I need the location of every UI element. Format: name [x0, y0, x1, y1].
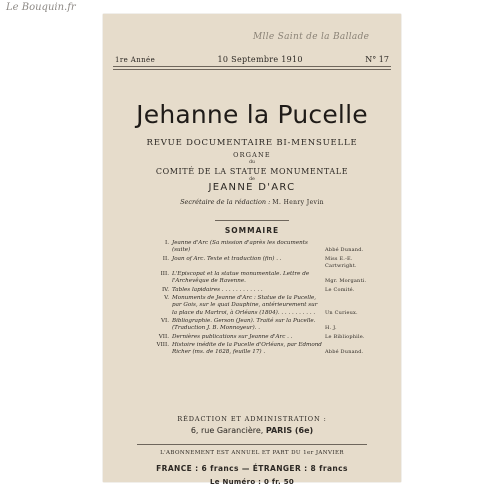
toc-number: VIII.	[156, 341, 169, 348]
jeanne-darc-heading: JEANNE D'ARC	[208, 182, 296, 193]
toc-author: Le Comité.	[325, 286, 355, 293]
toc-number: VI.	[160, 317, 169, 324]
toc-item	[155, 287, 375, 294]
connector-de: de	[249, 177, 255, 182]
toc-number: V.	[164, 295, 169, 302]
toc-author: Abbé Dunand.	[325, 247, 364, 254]
toc-item	[155, 256, 375, 271]
section-rule	[215, 220, 289, 221]
toc-number: VII.	[158, 333, 169, 340]
organe-label: ORGANE	[233, 151, 271, 159]
table-of-contents	[155, 240, 375, 357]
subscription-note: L'ABONNEMENT EST ANNUEL ET PART DU 1er JANVIER	[160, 450, 344, 456]
connector-du: du	[249, 160, 255, 165]
committee-name: COMITÉ DE LA STATUE MONUMENTALE	[155, 167, 349, 176]
document-page	[103, 14, 401, 486]
toc-item	[155, 334, 375, 341]
redaction-heading: RÉDACTION ET ADMINISTRATION :	[177, 415, 327, 423]
watermark-text: Le Bouquin.fr	[6, 2, 76, 13]
address-street: 6, rue Garancière,	[190, 426, 266, 435]
toc-number: III.	[160, 271, 169, 278]
toc-item	[155, 342, 375, 357]
toc-item	[155, 271, 375, 286]
secretary-name: M. Henry Jevin	[272, 199, 324, 206]
toc-item	[155, 318, 375, 333]
toc-title: Joan of Arc. Texte et traduction (fin) . .	[172, 255, 282, 262]
journal-title: Jehanne la Pucelle	[136, 100, 368, 129]
masthead-row	[115, 55, 389, 64]
toc-title: Jeanne d'Arc (Sa mission d'après les documents (suite)	[172, 240, 308, 254]
toc-title: L'Episcopat et la statue monumentale. Lettre de l'Archevêque de Ravenne.	[172, 271, 310, 285]
secretary-line	[103, 198, 401, 206]
address-city: PARIS (6e)	[265, 426, 314, 435]
journal-subtitle: REVUE DOCUMENTAIRE BI-MENSUELLE	[146, 138, 358, 148]
toc-number: IV.	[161, 286, 169, 293]
toc-item	[155, 295, 375, 317]
toc-title: Bibliographie. Gerson (Jean). Traité sur la Pucelle. (Traduction J. B. Monnoyeur). .	[172, 317, 316, 332]
handwritten-note: Mlle Saint de la Ballade	[253, 32, 370, 42]
toc-author: Un Curieux.	[325, 309, 358, 316]
toc-author: Miss E.-E. Cartwright.	[325, 255, 357, 269]
secretary-label: Secrétaire de la rédaction :	[180, 198, 273, 206]
single-issue-price: Le Numéro : 0 fr. 50	[209, 478, 295, 486]
sommaire-heading: SOMMAIRE	[224, 226, 280, 235]
toc-author: H. J.	[325, 325, 337, 332]
subscription-prices: FRANCE : 6 francs — ÉTRANGER : 8 francs	[156, 464, 348, 473]
toc-author: Abbé Dunand.	[325, 349, 364, 356]
toc-number: II.	[162, 255, 169, 262]
toc-title: Tables lapidaires . . . . . . . . . . . .	[172, 286, 263, 293]
toc-number: I.	[165, 240, 169, 246]
footer-rule	[137, 444, 367, 445]
toc-title: Dernières publications sur Jeanne d'Arc . .	[172, 333, 293, 340]
office-address	[103, 426, 401, 435]
toc-title: Monuments de Jeanne d'Arc : Statue de la Pucelle, par Gois, sur le quai Dauphine, antérieurement sur la place du Martroi, à Orléans (1804). . . . . . . . . . .	[172, 295, 318, 316]
issue-number: N° 17	[365, 55, 389, 64]
masthead-rule-double	[113, 69, 391, 70]
issue-year: 1re Année	[115, 56, 156, 64]
toc-author: Le Bibliophile.	[325, 333, 365, 340]
toc-title: Histoire inédite de la Pucelle d'Orléans, par Edmond Richer (ms. de 1628, feuille 17) .	[172, 341, 322, 356]
issue-date: 10 Septembre 1910	[217, 55, 303, 64]
toc-author: Mgr. Morganti.	[325, 278, 367, 285]
toc-item	[155, 240, 375, 255]
masthead-rule	[113, 66, 391, 67]
